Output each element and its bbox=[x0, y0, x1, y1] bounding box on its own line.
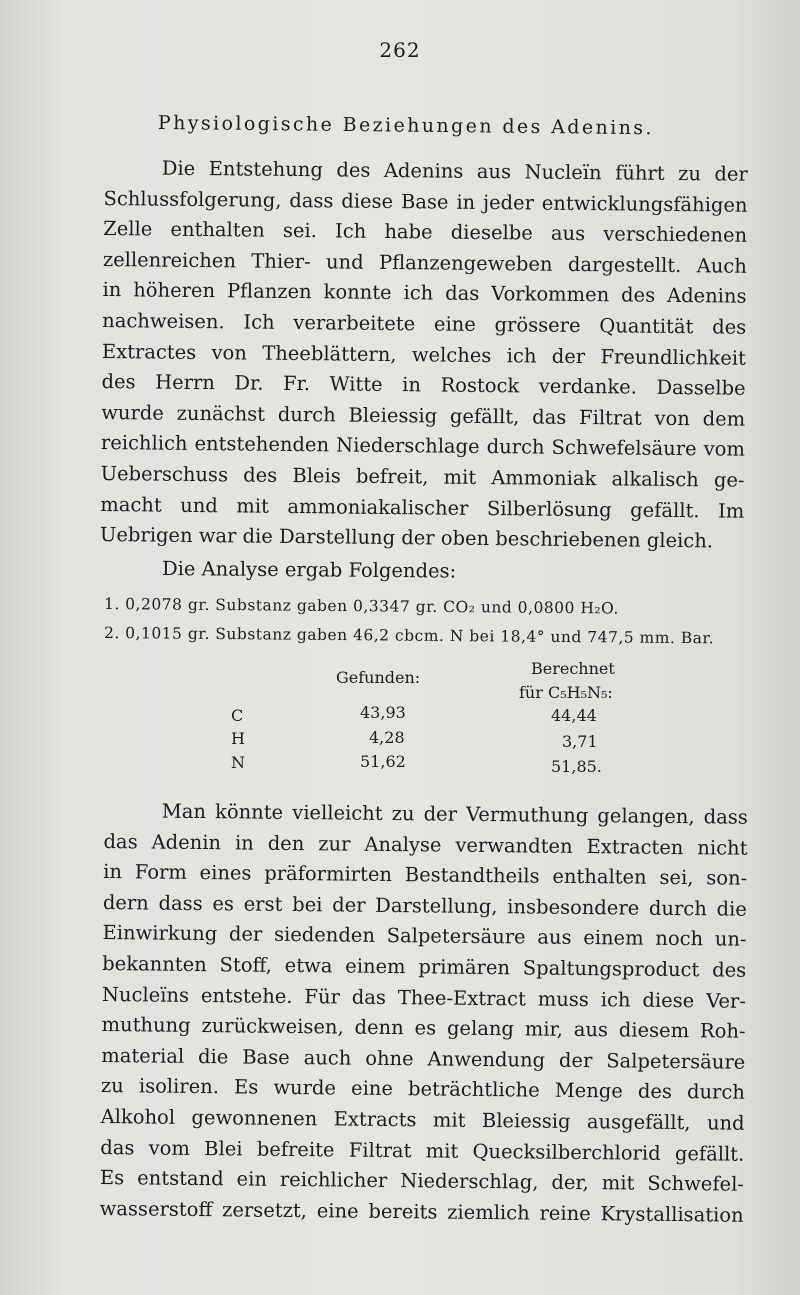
calc-value: 44,44 bbox=[551, 706, 597, 725]
page-number: 262 bbox=[379, 38, 421, 62]
text-line: des Herrn Dr. Fr. Witte in Rostock verdanke. Dasselbe bbox=[101, 370, 746, 400]
text-line: das Adenin in den zur Analyse verwandten Extracten nicht bbox=[103, 829, 748, 860]
calc-header: Berechnet bbox=[531, 659, 615, 678]
text-line: Uebrigen war die Darstellung der oben beschriebenen gleich. bbox=[99, 523, 714, 553]
analysis-intro: Die Analyse ergab Folgendes: bbox=[161, 557, 457, 583]
text-line: Extractes von Theeblättern, welches ich der Freundlichkeit bbox=[101, 339, 747, 370]
text-line: zu isoliren. Es wurde eine beträchtliche Menge des durch bbox=[100, 1074, 746, 1105]
text-line: wasserstoff zersetzt, eine bereits ziemlich reine Krystallisation bbox=[99, 1196, 744, 1227]
element-label: C bbox=[231, 706, 244, 725]
calc-formula: für C₅H₅N₅: bbox=[519, 683, 613, 702]
text-line: material die Base auch ohne Anwendung der Salpetersäure bbox=[101, 1043, 746, 1074]
text-line: Einwirkung der siedenden Salpetersäure aus einem noch un- bbox=[102, 921, 747, 952]
text-line: reichlich entstehenden Niederschlage durch Schwefelsäure vom bbox=[100, 431, 746, 462]
found-header: Gefunden: bbox=[336, 668, 421, 687]
text-line: Schlussfolgerung, dass diese Base in jeder entwicklungsfähigen bbox=[103, 186, 748, 217]
text-line: Alkohol gewonnenen Extracts mit Bleiessig ausgefällt, und bbox=[100, 1104, 745, 1135]
text-line: Ueberschuss des Bleis befreit, mit Ammoniak alkalisch ge- bbox=[100, 461, 745, 492]
text-line: zellenreichen Thier- und Pflanzengeweben dargestellt. Auch bbox=[102, 247, 747, 278]
text-line: wurde zunächst durch Bleiessig gefällt, das Filtrat von dem bbox=[101, 400, 746, 431]
found-value: 4,28 bbox=[369, 728, 405, 747]
text-line: bekannten Stoff, etwa einem primären Spaltungsproduct des bbox=[102, 951, 747, 982]
text-line: dern dass es erst bei der Darstellung, insbesondere durch die bbox=[102, 890, 747, 921]
text-line: das vom Blei befreite Filtrat mit Quecksilberchlorid gefällt. bbox=[100, 1135, 745, 1166]
measurement-line: 2. 0,1015 gr. Substanz gaben 46,2 cbcm. N bei 18,4° und 747,5 mm. Bar. bbox=[103, 624, 715, 648]
paragraph-2 bbox=[100, 796, 748, 1231]
text-line: macht und mit ammoniakalischer Silberlösung gefällt. Im bbox=[100, 492, 745, 523]
text-line: in Form eines präformirten Bestandtheils enthalten sei, son- bbox=[103, 860, 748, 890]
found-value: 43,93 bbox=[360, 703, 406, 722]
element-label: H bbox=[231, 729, 245, 748]
text-line: in höheren Pflanzen konnte ich das Vorkommen des Adenins bbox=[102, 278, 747, 309]
text-line: Die Entstehung des Adenins aus Nucleïn führt zu der bbox=[161, 156, 748, 186]
text-line: Nucleïns entstehe. Für das Thee-Extract muss ich diese Ver- bbox=[101, 982, 747, 1013]
calc-value: 51,85. bbox=[551, 757, 602, 776]
text-line: Es entstand ein reichlicher Niederschlag, der, mit Schwefel- bbox=[99, 1166, 745, 1196]
section-heading: Physiologische Beziehungen des Adenins. bbox=[157, 112, 654, 140]
element-label: N bbox=[231, 753, 245, 772]
calc-value: 3,71 bbox=[562, 732, 598, 751]
text-line: Zelle enthalten sei. Ich habe dieselbe aus verschiedenen bbox=[103, 217, 748, 247]
measurement-line: 1. 0,2078 gr. Substanz gaben 0,3347 gr. CO₂ und 0,0800 H₂O. bbox=[103, 595, 619, 618]
text-line: Man könnte vielleicht zu der Vermuthung gelangen, dass bbox=[161, 799, 748, 829]
text-line: muthung zurückweisen, denn es gelang mir, aus diesem Roh- bbox=[101, 1013, 746, 1043]
found-value: 51,62 bbox=[360, 752, 406, 771]
text-line: nachweisen. Ich verarbeitete eine grössere Quantität des bbox=[102, 308, 747, 339]
